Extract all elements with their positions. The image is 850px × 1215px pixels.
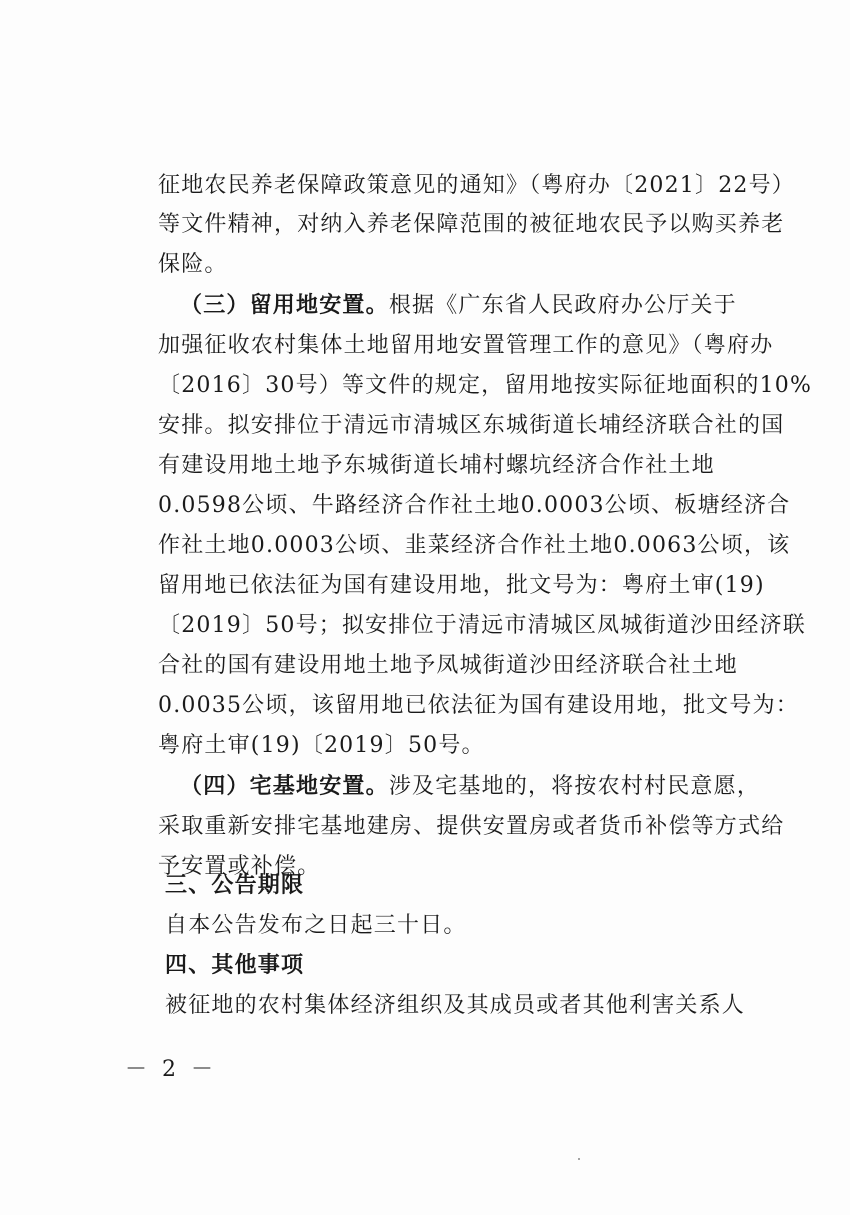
paragraph-line: 被征地的农村集体经济组织及其成员或者其他利害关系人 [165, 993, 746, 1018]
paragraph-line: 0.0598公顷、牛路经济合作社土地0.0003公顷、板塘经济合 [158, 493, 791, 518]
scan-speck [578, 1158, 580, 1160]
paragraph-line: 〔2016〕30号）等文件的规定，留用地按实际征地面积的10% [158, 373, 813, 398]
page-number: － 2 － [125, 1057, 217, 1082]
section-4-title: （四）宅基地安置。 [180, 774, 389, 799]
paragraph-line: 安排。拟安排位于清远市清城区东城街道长埔经济联合社的国 [158, 413, 785, 438]
section-3-title: （三）留用地安置。 [180, 293, 389, 318]
paragraph-line: 保险。 [158, 252, 228, 277]
paragraph-line: 留用地已依法征为国有建设用地，批文号为：粤府土审(19) [158, 573, 765, 598]
section-4-first-line [180, 767, 761, 807]
paragraph-line: 等文件精神，对纳入养老保障范围的被征地农民予以购买养老 [158, 212, 785, 237]
paragraph-line: 予安置或补偿。 [158, 854, 321, 879]
heading-announcement-period: 三、公告期限 [165, 873, 305, 898]
paragraph-text: 根据《广东省人民政府办公厅关于 [388, 293, 737, 318]
paragraph-line: 征地农民养老保障政策意见的通知》（粤府办〔2021〕22号） [158, 173, 795, 198]
heading-other-matters: 四、其他事项 [165, 953, 305, 978]
paragraph-line: 采取重新安排宅基地建房、提供安置房或者货币补偿等方式给 [158, 814, 785, 839]
paragraph-line: 0.0035公顷，该留用地已依法征为国有建设用地，批文号为： [158, 693, 799, 718]
paragraph-line: 作社土地0.0003公顷、韭菜经济合作社土地0.0063公顷，该 [158, 533, 791, 558]
paragraph-line: 有建设用地土地予东城街道长埔村螺坑经济合作社土地 [158, 453, 715, 478]
paragraph-text: 涉及宅基地的，将按农村村民意愿， [388, 774, 761, 799]
paragraph-line: 加强征收农村集体土地留用地安置管理工作的意见》（粤府办 [158, 333, 774, 358]
paragraph-line: 〔2019〕50号；拟安排位于清远市清城区凤城街道沙田经济联 [158, 613, 806, 638]
section-3-first-line [180, 286, 750, 326]
paragraph-line: 合社的国有建设用地土地予凤城街道沙田经济联合社土地 [158, 653, 739, 678]
paragraph-line: 粤府土审(19)〔2019〕50号。 [158, 733, 485, 758]
paragraph-line: 自本公告发布之日起三十日。 [165, 913, 467, 938]
